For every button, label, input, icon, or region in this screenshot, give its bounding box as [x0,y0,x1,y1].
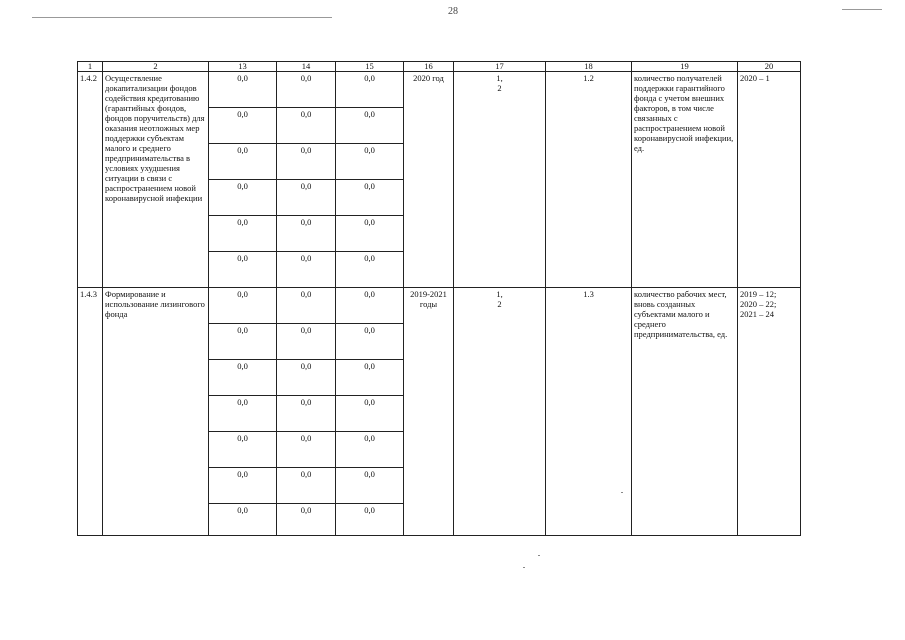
page-number: 28 [448,6,458,17]
value-cell: 0,0 [209,72,277,108]
value-cell: 0,0 [277,288,336,324]
value-cell: 0,0 [277,144,336,180]
task-ref-cell [454,72,546,288]
value-cell: 0,0 [336,396,404,432]
activity-name: Осуществление докапитализации фондов содействия кредитованию (гарантийных фондов, фондов поручительств) для оказания неотложных мер поддержки субъектам малого и среднего предпринимательства в условиях ухудшения ситуации в связи с распространением новой коронавирусной инфекции [103,72,209,288]
target-line: 2019 – 12; [740,289,777,299]
value-cell: 0,0 [336,432,404,468]
task-ref-line: 2 [497,299,502,309]
column-header: 1 [78,62,103,72]
value-cell: 0,0 [209,144,277,180]
program-table [77,61,801,536]
task-ref-line: 2 [497,83,502,93]
column-header: 18 [546,62,632,72]
header-rule-left [32,17,332,18]
header-rule-right [842,9,882,10]
value-cell: 0,0 [336,360,404,396]
value-cell: 0,0 [336,252,404,288]
value-cell: 0,0 [336,180,404,216]
value-cell: 0,0 [277,360,336,396]
column-header: 13 [209,62,277,72]
task-ref-line: 1, [496,73,503,83]
value-cell: 0,0 [277,72,336,108]
indicator-cell: количество получателей поддержки гарантийного фонда с учетом внешних факторов, в том числе связанных с распространением новой коронавирусной инфекции, ед. [632,72,738,288]
value-cell: 0,0 [209,288,277,324]
value-cell: 0,0 [277,108,336,144]
column-header: 20 [738,62,801,72]
period-cell: 2020 год [404,72,454,288]
table-row [78,72,801,108]
value-cell: 0,0 [336,468,404,504]
value-cell: 0,0 [336,504,404,536]
value-cell: 0,0 [209,180,277,216]
value-cell: 0,0 [336,216,404,252]
column-header: 15 [336,62,404,72]
row-number: 1.4.3 [78,288,103,536]
value-cell: 0,0 [277,432,336,468]
value-cell: 0,0 [209,396,277,432]
value-cell: 0,0 [277,468,336,504]
indicator-ref-cell: 1.2 [546,72,632,288]
value-cell: 0,0 [209,432,277,468]
value-cell: 0,0 [336,144,404,180]
indicator-cell: количество рабочих мест, вновь созданных субъектами малого и среднего предпринимательства, ед. [632,288,738,536]
value-cell: 0,0 [209,324,277,360]
column-header: 2 [103,62,209,72]
value-cell: 0,0 [209,216,277,252]
row-number: 1.4.2 [78,72,103,288]
period-cell: 2019-2021 годы [404,288,454,536]
value-cell: 0,0 [209,108,277,144]
value-cell: 0,0 [209,468,277,504]
scan-speck [538,555,540,556]
value-cell: 0,0 [209,252,277,288]
column-header: 19 [632,62,738,72]
task-ref-line: 1, [496,289,503,299]
value-cell: 0,0 [336,288,404,324]
value-cell: 0,0 [277,324,336,360]
value-cell: 0,0 [336,324,404,360]
value-cell: 0,0 [277,396,336,432]
column-header: 14 [277,62,336,72]
scan-speck [523,567,525,568]
column-header: 16 [404,62,454,72]
indicator-ref-cell: 1.3 [546,288,632,536]
value-cell: 0,0 [209,504,277,536]
target-line: 2021 – 24 [740,309,774,319]
column-header-row [78,62,801,72]
value-cell: 0,0 [277,504,336,536]
value-cell: 0,0 [336,72,404,108]
column-header: 17 [454,62,546,72]
value-cell: 0,0 [277,216,336,252]
target-line: 2020 – 22; [740,299,777,309]
target-cell [738,288,801,536]
table-row [78,288,801,324]
value-cell: 0,0 [209,360,277,396]
value-cell: 0,0 [277,180,336,216]
activity-name: Формирование и использование лизингового фонда [103,288,209,536]
value-cell: 0,0 [336,108,404,144]
task-ref-cell [454,288,546,536]
target-cell: 2020 – 1 [738,72,801,288]
value-cell: 0,0 [277,252,336,288]
